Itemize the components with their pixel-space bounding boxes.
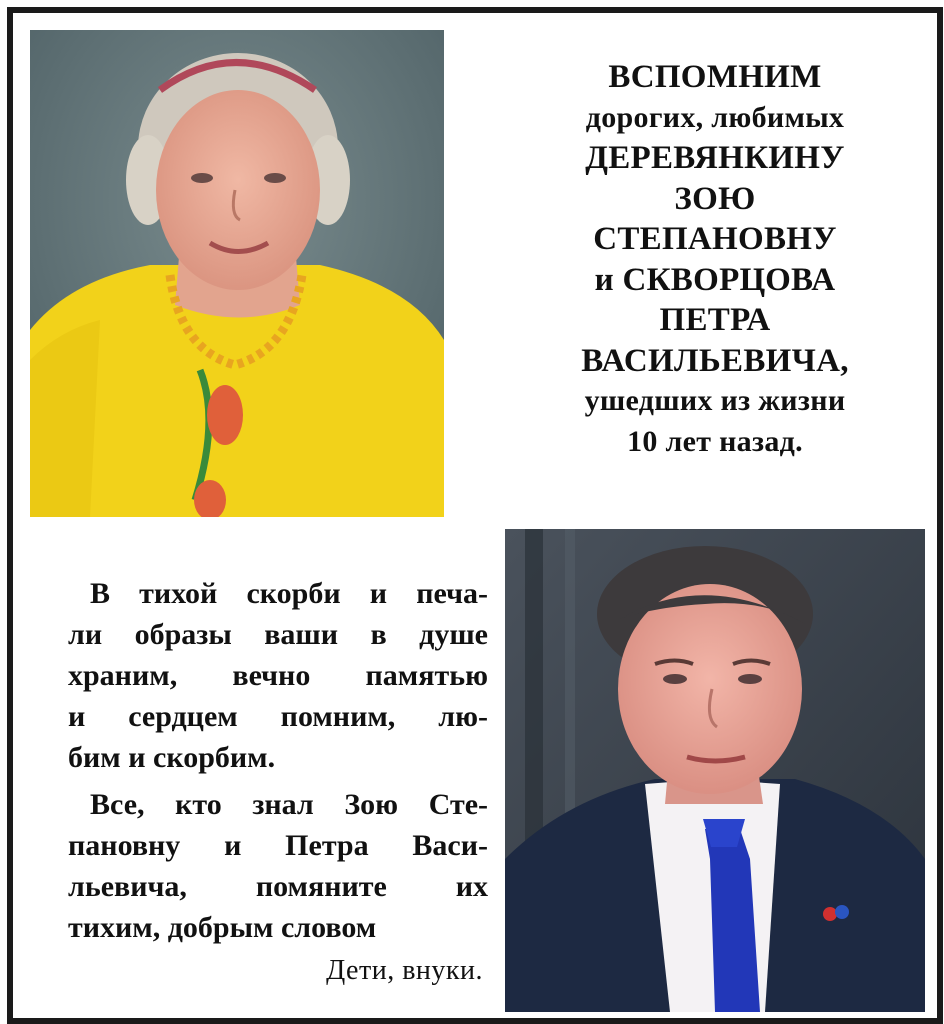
poem-stanza-2 [68, 784, 488, 948]
heading-line-1: ВСПОМНИМ [608, 59, 822, 95]
heading-line-4: ЗОЮ [674, 180, 756, 217]
memorial-frame [7, 7, 943, 1024]
portrait-man-photo [505, 529, 925, 1012]
poem-line: и сердцем помним, лю- [68, 700, 488, 733]
poem-line: ли образы ваши в душе [68, 618, 488, 651]
heading-line-2: дорогих, любимых [585, 100, 845, 134]
poem-line: тихим, добрым словом [68, 911, 377, 944]
portrait-woman-photo [30, 30, 444, 517]
heading-line-6: и СКВОРЦОВА [594, 261, 836, 298]
heading-line-8: ВАСИЛЬЕВИЧА, [581, 342, 849, 379]
memorial-poem [68, 573, 488, 948]
poem-line: В тихой скорби и печа- [90, 577, 488, 610]
heading-line-10: 10 лет назад. [627, 424, 803, 458]
poem-line: бим и скорбим. [68, 741, 276, 774]
poem-line: Все, кто знал Зою Сте- [90, 788, 488, 821]
poem-line: пановну и Петра Васи- [68, 829, 488, 862]
poem-stanza-1 [68, 573, 488, 778]
heading-line-9: ушедших из жизни [584, 384, 846, 417]
poem-line: храним, вечно памятью [68, 659, 488, 692]
portrait-man-image [505, 529, 925, 1012]
heading-line-3: ДЕРЕВЯНКИНУ [585, 140, 845, 176]
poem-line: льевича, помяните их [68, 870, 488, 903]
memorial-heading [513, 57, 917, 462]
signature: Дети, внуки. [326, 955, 483, 986]
heading-line-7: ПЕТРА [659, 302, 771, 338]
heading-line-5: СТЕПАНОВНУ [593, 221, 837, 257]
portrait-woman-image [30, 30, 444, 517]
